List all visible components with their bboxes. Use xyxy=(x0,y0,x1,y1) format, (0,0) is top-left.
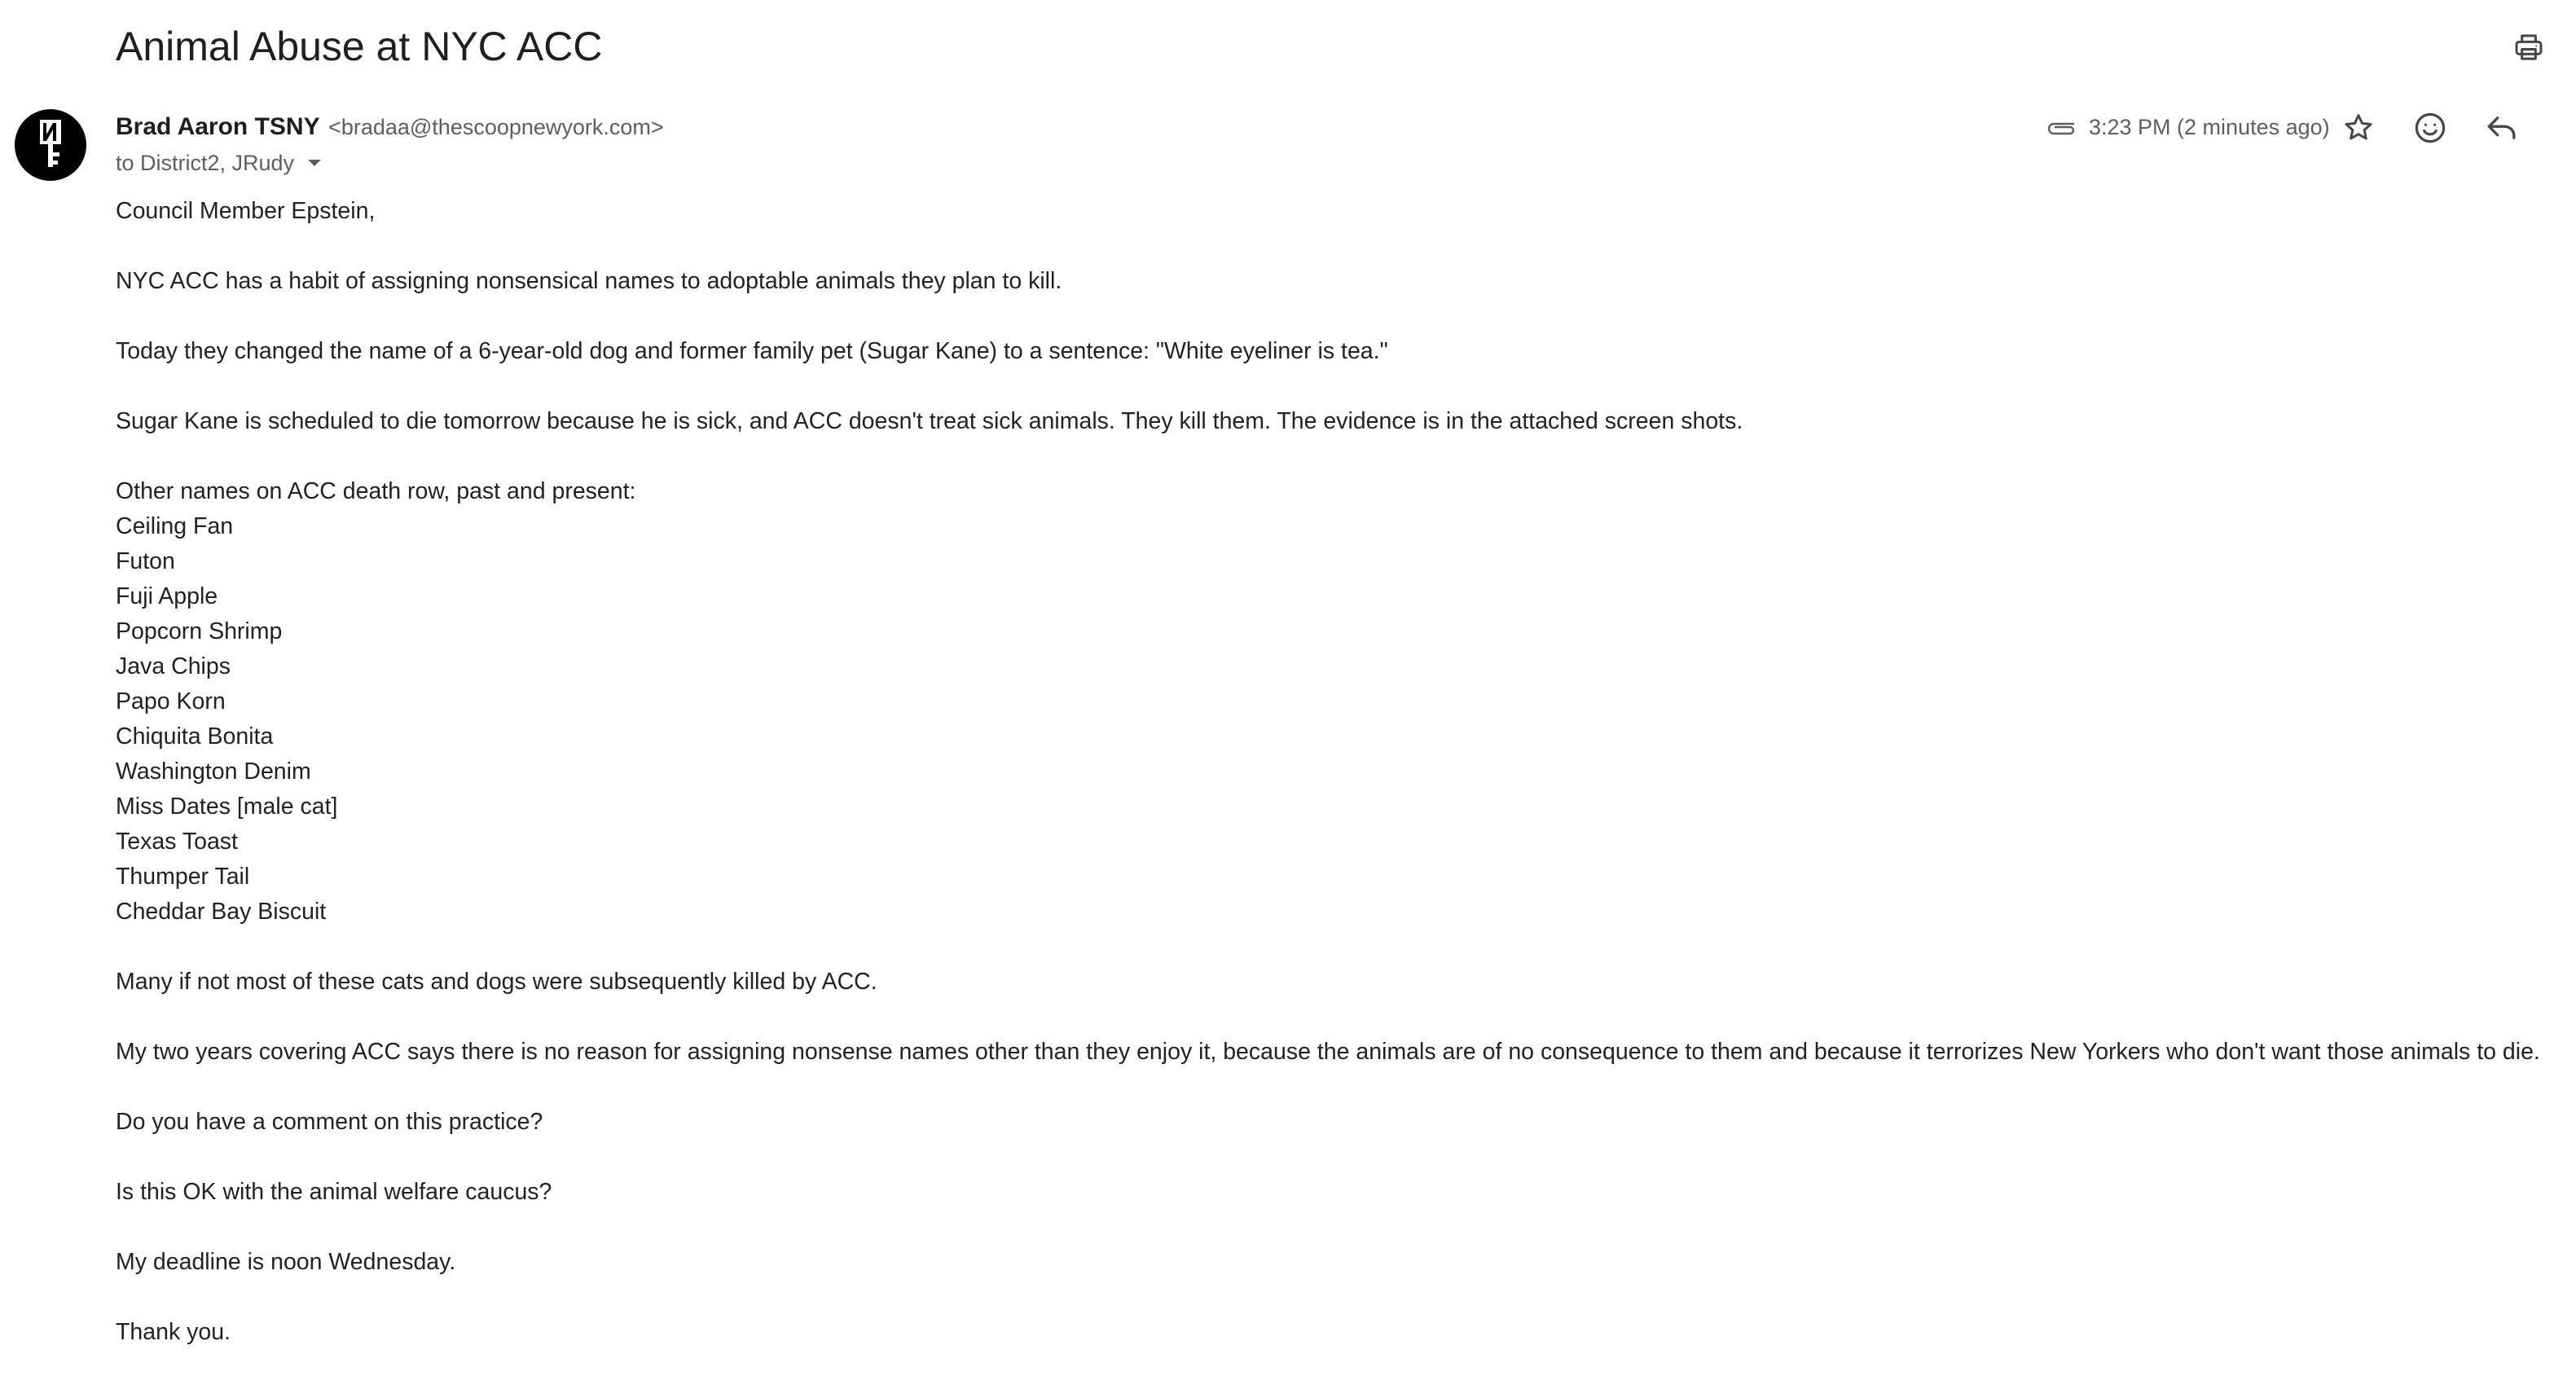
body-paragraph: Today they changed the name of a 6-year-old dog and former family pet (Sugar Kane) to a sentence: "White eyeliner is tea." xyxy=(116,338,1388,364)
list-item: Miss Dates [male cat] xyxy=(116,794,338,820)
body-paragraph: My deadline is noon Wednesday. xyxy=(116,1249,456,1275)
recipients-text: to District2, JRudy xyxy=(116,151,295,175)
list-item: Futon xyxy=(116,548,175,574)
printer-icon xyxy=(2512,31,2545,64)
show-details-button[interactable] xyxy=(304,152,325,174)
reply-button[interactable] xyxy=(2481,108,2522,148)
list-item: Texas Toast xyxy=(116,829,238,855)
list-item: Java Chips xyxy=(116,653,231,679)
body-paragraph: Sugar Kane is scheduled to die tomorrow because he is sick, and ACC doesn't treat sick animals. They kill them. The evidence is in the attached screen shots. xyxy=(116,408,1743,434)
print-button[interactable] xyxy=(2509,28,2548,67)
reply-icon xyxy=(2485,111,2519,145)
recipients-line xyxy=(116,148,325,178)
paperclip-icon xyxy=(2043,115,2081,139)
add-reaction-button[interactable] xyxy=(2410,108,2451,148)
sender-name[interactable]: Brad Aaron TSNY xyxy=(116,113,320,140)
body-paragraph: Do you have a comment on this practice? xyxy=(116,1109,543,1135)
body-paragraph: My two years covering ACC says there is no reason for assigning nonsense names other than they enjoy it, because the animals are of no consequence to them and because it terrorizes New Yorkers who don't want those animals to die. xyxy=(116,1039,2540,1065)
body-paragraph: NYC ACC has a habit of assigning nonsensical names to adoptable animals they plan to kill. xyxy=(116,268,1062,294)
email-subject: Animal Abuse at NYC ACC xyxy=(116,24,603,69)
caret-down-icon xyxy=(306,158,323,168)
message-timestamp: 3:23 PM (2 minutes ago) xyxy=(2089,114,2330,139)
sender-email: <bradaa@thescoopnewyork.com> xyxy=(328,115,664,139)
list-item: Washington Denim xyxy=(116,758,311,785)
list-item: Chiquita Bonita xyxy=(116,723,274,750)
star-icon xyxy=(2342,112,2375,144)
sender-info xyxy=(116,111,664,143)
list-item: Popcorn Shrimp xyxy=(116,618,283,644)
sender-logo-icon xyxy=(27,117,74,174)
list-item: Fuji Apple xyxy=(116,583,218,609)
sender-avatar[interactable] xyxy=(15,109,86,181)
message-meta xyxy=(2043,109,2330,145)
body-signoff: Thank you. xyxy=(116,1319,231,1345)
list-item: Thumper Tail xyxy=(116,864,250,890)
star-button[interactable] xyxy=(2338,108,2379,148)
list-item: Cheddar Bay Biscuit xyxy=(116,899,327,925)
email-body xyxy=(116,194,2568,1385)
body-paragraph: Is this OK with the animal welfare caucus? xyxy=(116,1179,552,1205)
list-intro: Other names on ACC death row, past and present: xyxy=(116,478,636,504)
body-paragraph: Many if not most of these cats and dogs were subsequently killed by ACC. xyxy=(116,969,877,995)
body-greeting: Council Member Epstein, xyxy=(116,198,376,224)
list-item: Ceiling Fan xyxy=(116,513,234,539)
list-item: Papo Korn xyxy=(116,688,226,714)
smiley-icon xyxy=(2413,111,2447,145)
animal-names-list xyxy=(116,509,2568,930)
